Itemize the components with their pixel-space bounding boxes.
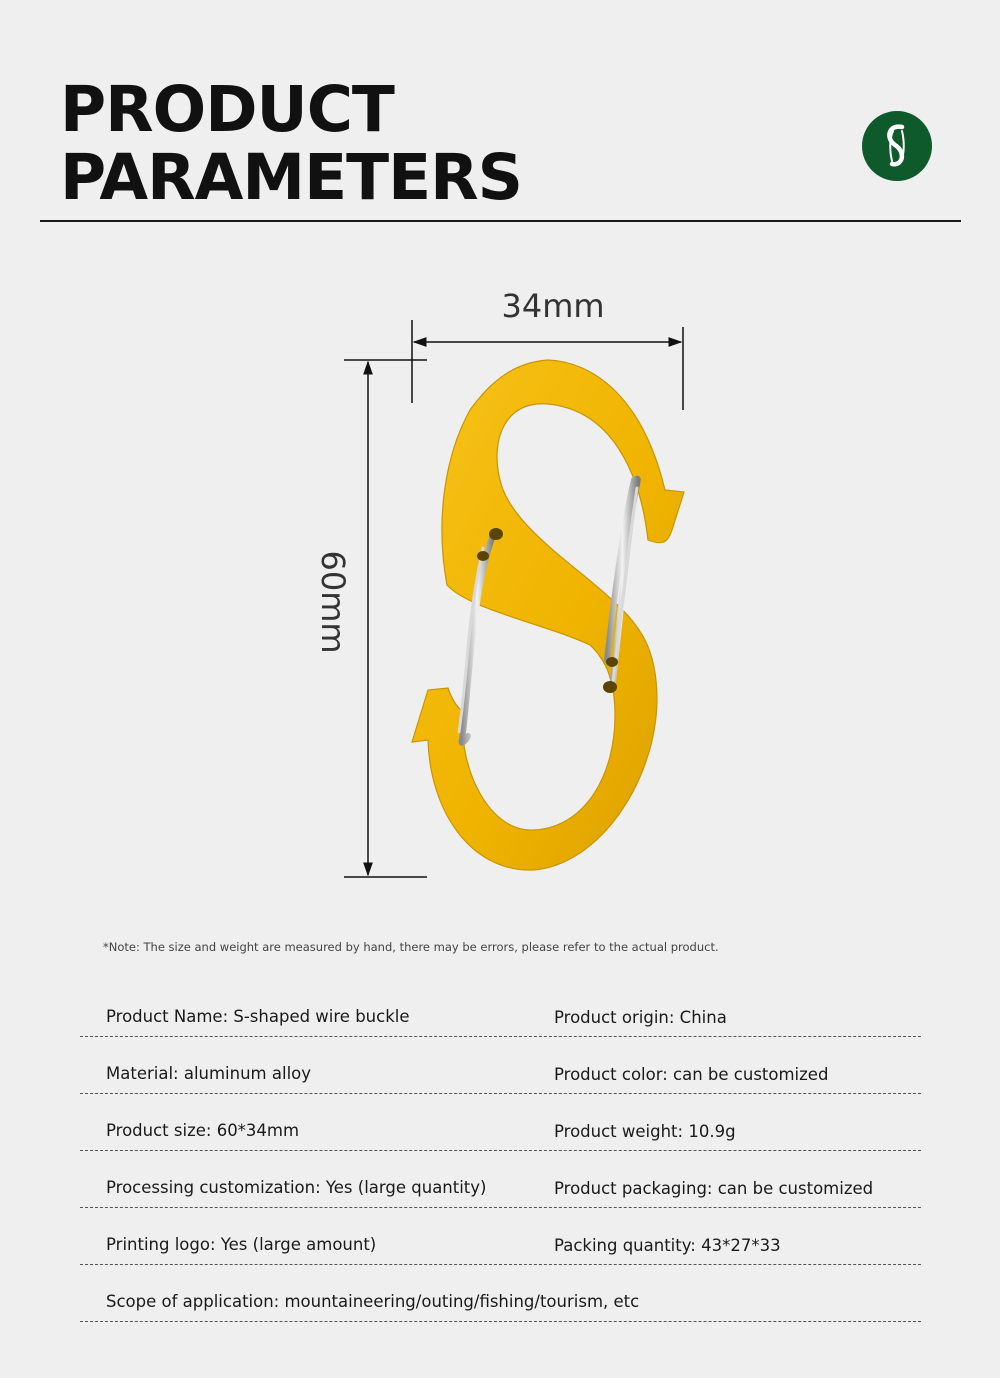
lower-wire-gate [462, 535, 493, 743]
upper-wire-gate [607, 479, 638, 690]
s-hook-logo-icon [862, 111, 932, 181]
spec-product-weight: Product weight: 10.9g [554, 1122, 736, 1141]
buckle-body [412, 360, 684, 870]
spec-product-packaging: Product packaging: can be customized [554, 1179, 874, 1198]
spec-row [80, 1094, 921, 1151]
rivet-hole-top [489, 528, 503, 540]
header-divider [40, 220, 961, 222]
rivet-hole-left [477, 551, 489, 561]
title-line-1: PRODUCT [60, 73, 394, 146]
rivet-hole-bottom [603, 681, 617, 693]
spec-row [80, 1037, 921, 1094]
width-dimension-label: 34mm [501, 287, 605, 325]
spec-processing-customization: Processing customization: Yes (large quantity) [106, 1178, 487, 1197]
spec-product-origin: Product origin: China [554, 1008, 727, 1027]
height-dimension-label: 60mm [314, 550, 352, 654]
spec-product-color: Product color: can be customized [554, 1065, 829, 1084]
spec-material: Material: aluminum alloy [106, 1064, 312, 1083]
spec-product-size: Product size: 60*34mm [106, 1121, 300, 1140]
page-title [60, 73, 523, 214]
rivet-hole-right [606, 657, 618, 667]
title-line-2: PARAMETERS [60, 141, 523, 214]
spec-product-name: Product Name: S-shaped wire buckle [106, 1007, 410, 1026]
s-buckle-product-image [412, 360, 684, 870]
lower-wire-gate-inner [459, 548, 483, 732]
spec-table [80, 987, 921, 1322]
spec-row [80, 1151, 921, 1208]
upper-wire-gate-inner [612, 488, 637, 690]
spec-printing-logo: Printing logo: Yes (large amount) [106, 1235, 377, 1254]
spec-row [80, 1265, 921, 1322]
measurement-note: *Note: The size and weight are measured by hand, there may be errors, please refer to the actual product. [103, 940, 719, 954]
spec-packing-quantity: Packing quantity: 43*27*33 [554, 1236, 781, 1255]
spec-row [80, 1208, 921, 1265]
spec-row [80, 987, 921, 1037]
spec-scope-of-application: Scope of application: mountaineering/outing/fishing/tourism, etc [106, 1292, 640, 1311]
